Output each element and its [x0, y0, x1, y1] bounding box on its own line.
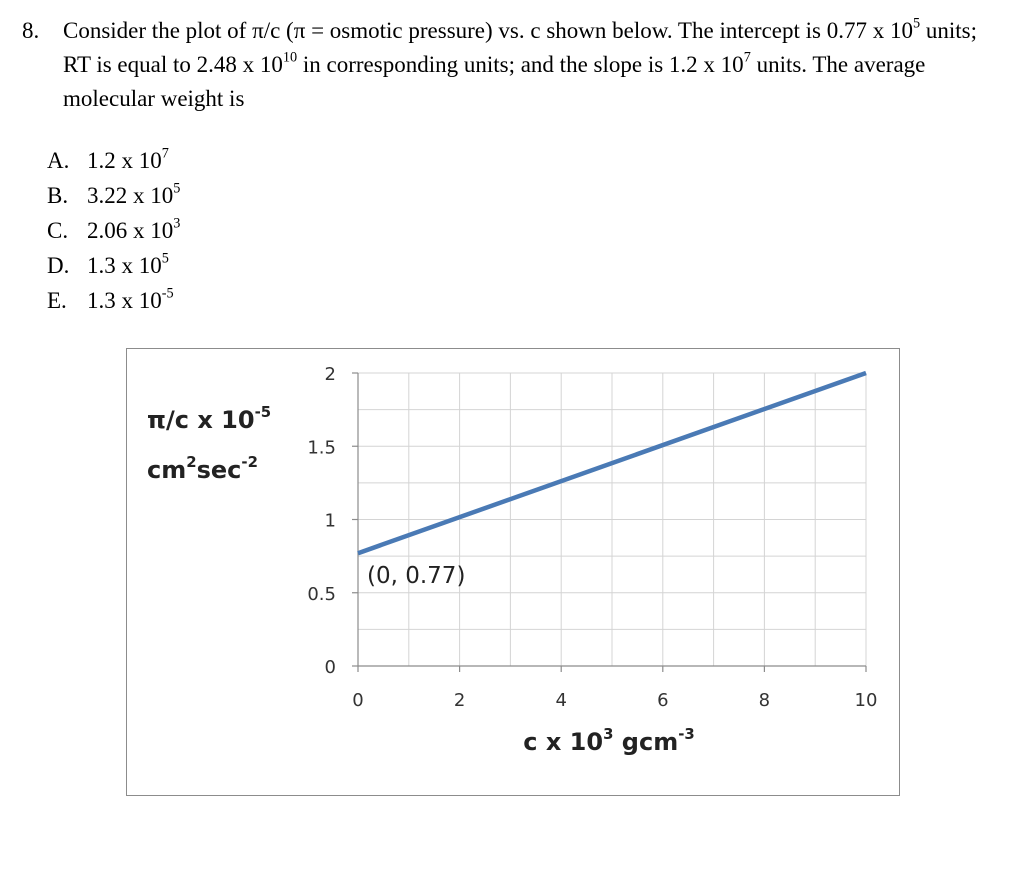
- choice-letter: A.: [47, 148, 70, 173]
- choice-letter: E.: [47, 288, 67, 313]
- intercept-annotation: (0, 0.77): [367, 563, 466, 590]
- choice-value: 2.06 x $10^3$: [87, 215, 181, 243]
- y-axis-label-line2: $cm^2\sec^{-2}$: [147, 452, 258, 484]
- x-axis-label: c x $10^3$ gcm$^{-3}$: [523, 724, 695, 756]
- question-text: Consider the plot of π/c (π = osmotic pressure) vs. c shown below. The intercept is 0.77 x $10^5$ units; RT is equal to 2.48 x $10^{10}$ in corresponding units; and the slope is 1.2 x $10^7$ units. The average molecular weight is: [63, 15, 977, 111]
- y-axis-label-line1: π/c x $10^{-5}$: [147, 402, 272, 434]
- x-tick-label: 2: [453, 690, 466, 711]
- choice-letter: B.: [47, 183, 69, 208]
- choice-value: 1.3 x $10^5$: [87, 250, 169, 278]
- y-tick-label: 0.5: [307, 583, 336, 605]
- x-tick-label: 6: [657, 690, 669, 711]
- choice-letter: C.: [47, 218, 69, 243]
- x-tick-label: 10: [854, 690, 878, 711]
- x-tick-label: 4: [555, 690, 567, 711]
- choice-letter: D.: [47, 253, 70, 278]
- y-tick-label: 0: [324, 657, 336, 678]
- choice-value: 1.2 x $10^7$: [87, 145, 169, 173]
- choice-value: 3.22 x $10^5$: [87, 180, 181, 208]
- y-tick-label: 1: [324, 510, 336, 532]
- y-tick-label: 1.5: [307, 437, 336, 459]
- choice-value: 1.3 x $10^{-5}$: [87, 285, 174, 313]
- y-tick-label: 2: [324, 364, 336, 385]
- question-number: 8.: [22, 18, 40, 43]
- x-tick-label: 0: [352, 690, 364, 711]
- x-tick-label: 8: [758, 690, 771, 711]
